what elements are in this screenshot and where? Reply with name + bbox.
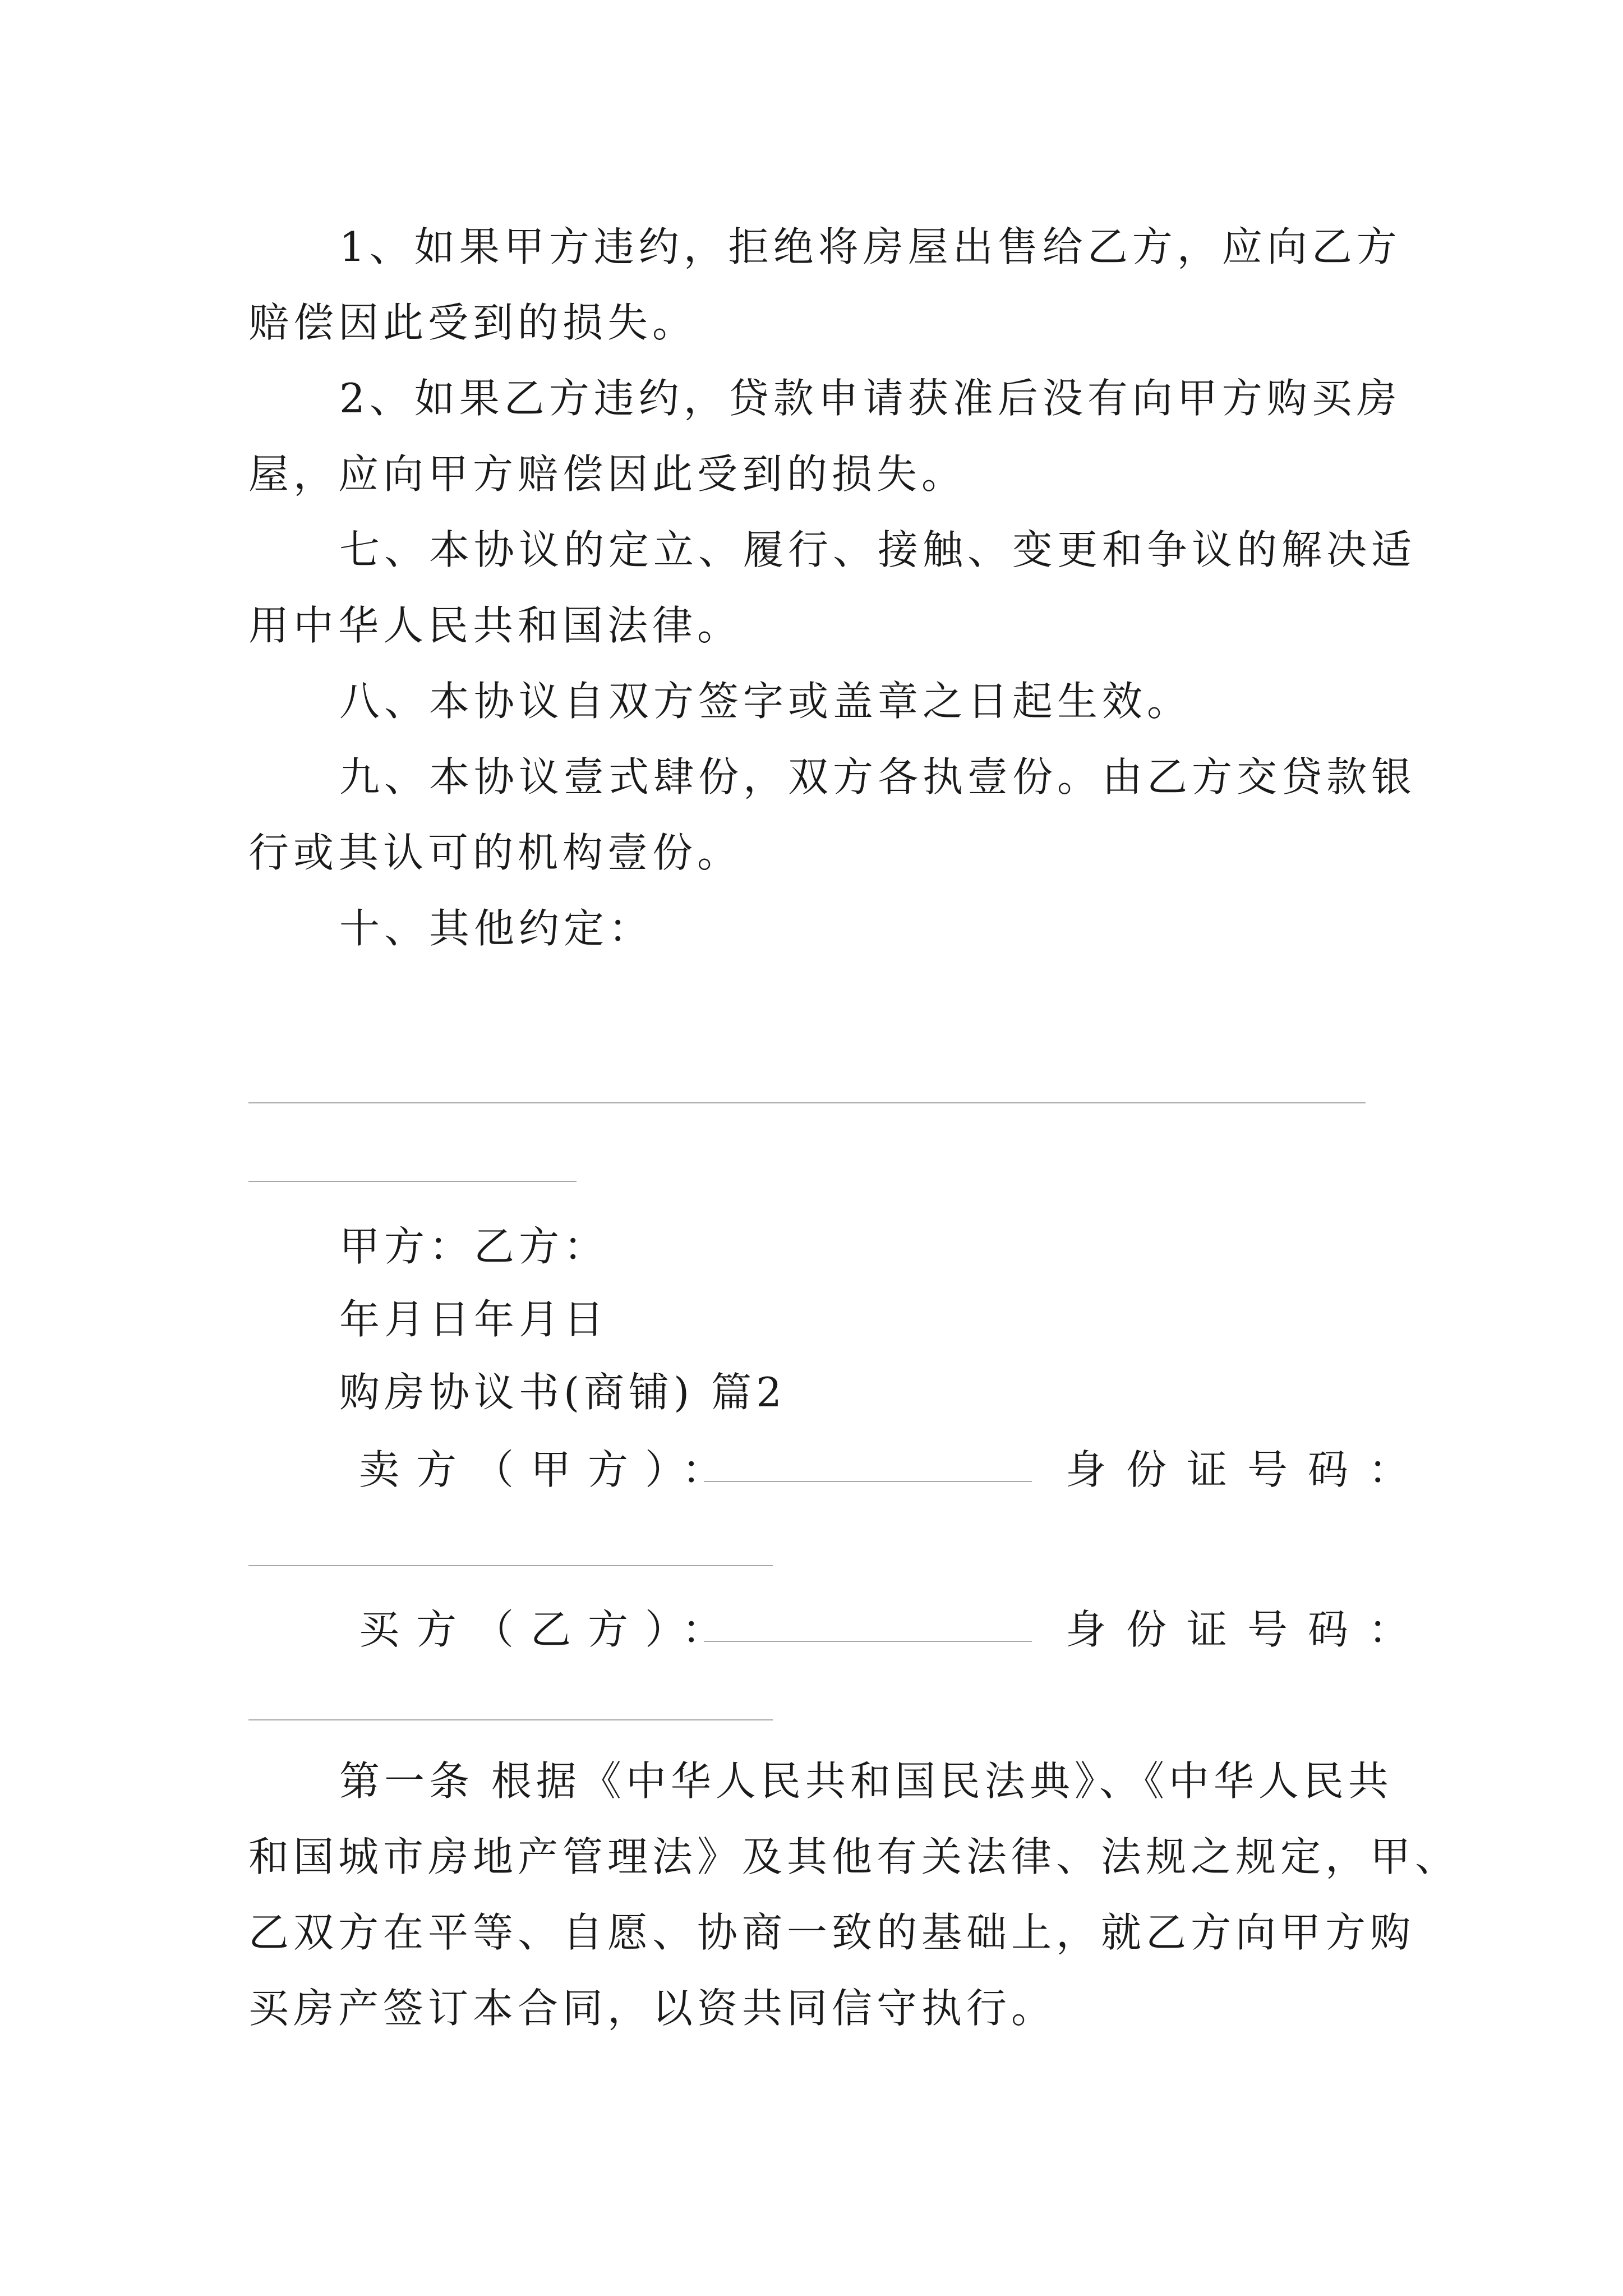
clause-7-line-2: 用中华人民共和国法律。: [248, 602, 743, 649]
seller-id-label: 身份证号码：: [1066, 1446, 1430, 1493]
other-terms-blank-line-2: [248, 1181, 577, 1182]
buyer-label: 买方（乙方）：: [359, 1606, 740, 1653]
seller-label: 卖方（甲方）：: [359, 1446, 740, 1493]
article-1-line-3: 乙双方在平等、自愿、协商一致的基础上，就乙方向甲方购: [248, 1909, 1415, 1956]
seller-id-blank: [248, 1565, 773, 1566]
clause-7-line-1: 七、本协议的定立、履行、接触、变更和争议的解决适: [339, 526, 1417, 573]
clause-8-line-1: 八、本协议自双方签字或盖章之日起生效。: [339, 678, 1192, 725]
clause-1-line-2: 赔偿因此受到的损失。: [248, 299, 698, 346]
other-terms-blank-line-1: [248, 1102, 1366, 1103]
signature-dates: 年月日年月日: [339, 1296, 609, 1343]
clause-2-line-2: 屋，应向甲方赔偿因此受到的损失。: [248, 450, 967, 498]
article-1-line-4: 买房产签订本合同，以资共同信守执行。: [248, 1985, 1057, 2032]
clause-10-line-1: 十、其他约定：: [339, 905, 654, 952]
clause-9-line-1: 九、本协议壹式肆份，双方各执壹份。由乙方交贷款银: [339, 753, 1417, 800]
signature-parties: 甲方：乙方：: [339, 1223, 609, 1270]
article-1-line-1: 第一条 根据《中华人民共和国民法典》、《中华人民共: [339, 1757, 1393, 1805]
article-1-line-2: 和国城市房地产管理法》及其他有关法律、法规之规定，甲、: [248, 1833, 1460, 1880]
section-2-title: 购房协议书(商铺) 篇2: [339, 1369, 786, 1416]
clause-1-line-1: 1、如果甲方违约，拒绝将房屋出售给乙方，应向乙方: [339, 223, 1401, 270]
buyer-id-blank: [248, 1719, 773, 1720]
clause-9-line-2: 行或其认可的机构壹份。: [248, 829, 743, 876]
seller-row: [0, 1442, 1623, 1498]
buyer-name-blank: [704, 1641, 1032, 1642]
buyer-id-label: 身份证号码：: [1066, 1606, 1430, 1653]
clause-2-line-1: 2、如果乙方违约，贷款申请获准后没有向甲方购买房: [339, 375, 1401, 422]
seller-name-blank: [704, 1481, 1032, 1482]
buyer-row: [0, 1602, 1623, 1658]
